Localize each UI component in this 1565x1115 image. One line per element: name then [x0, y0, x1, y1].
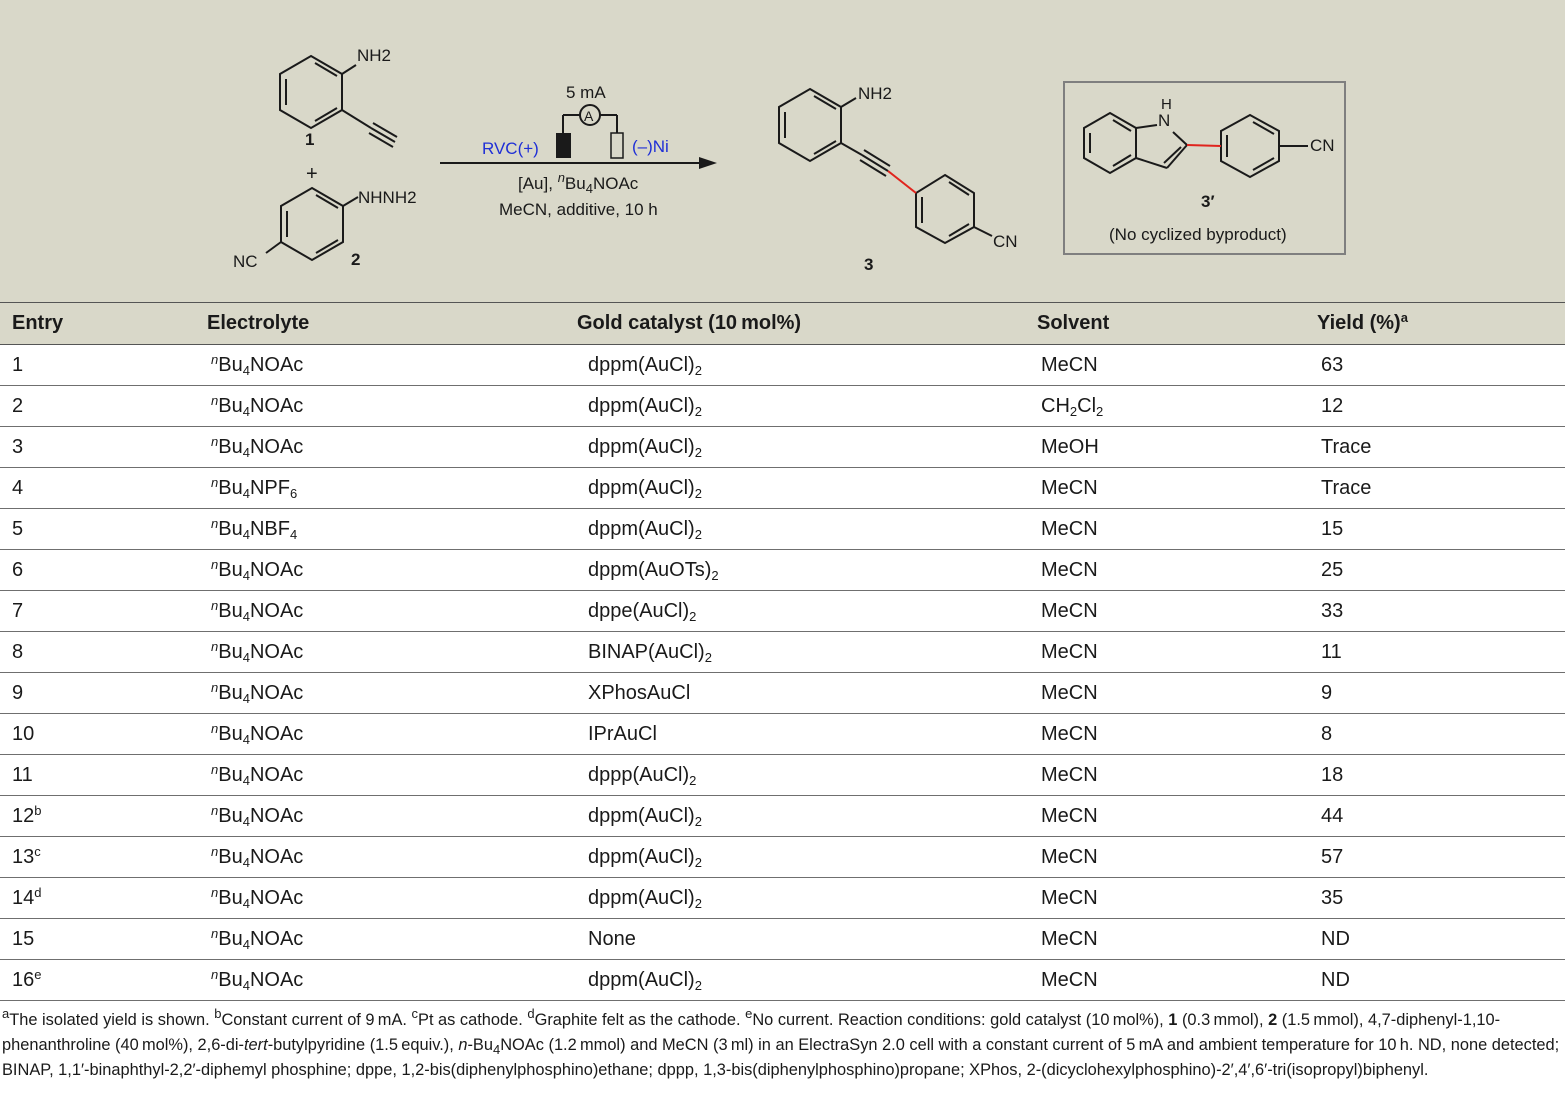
- cell-catalyst: $dppm(AuCl)_2$: [577, 345, 1037, 386]
- product-nh2: NH2: [858, 84, 893, 103]
- plus-sign: +: [306, 163, 318, 185]
- cell-catalyst: $dppm(AuCl)_2$: [577, 878, 1037, 919]
- cell-catalyst: $dppm(AuCl)_2$: [577, 468, 1037, 509]
- cell-entry: 9: [0, 673, 207, 714]
- reactant-1-number: 1: [305, 130, 315, 149]
- cell-yield: 44: [1317, 796, 1565, 837]
- cell-yield: 9: [1317, 673, 1565, 714]
- table-row: [0, 427, 1565, 468]
- cell-electrolyte: $^nBu_4NOAc$: [207, 755, 577, 796]
- cell-entry: 14$^d$: [0, 878, 207, 919]
- cell-entry: 13$^c$: [0, 837, 207, 878]
- cell-yield: 8: [1317, 714, 1565, 755]
- product-number: 3: [864, 255, 874, 274]
- table-row: [0, 837, 1565, 878]
- byproduct-number: 3′: [1201, 192, 1215, 211]
- cell-electrolyte: $^nBu_4NOAc$: [207, 673, 577, 714]
- product-3-structure: [779, 89, 992, 243]
- cell-catalyst: None: [577, 919, 1037, 960]
- cell-entry: 5: [0, 509, 207, 550]
- cell-catalyst: $dppp(AuCl)_2$: [577, 755, 1037, 796]
- cell-solvent: MeCN: [1037, 837, 1317, 878]
- cell-solvent: MeCN: [1037, 796, 1317, 837]
- cell-solvent: MeCN: [1037, 591, 1317, 632]
- cell-yield: 25: [1317, 550, 1565, 591]
- reactant-2-number: 2: [351, 250, 361, 269]
- cell-catalyst: $dppm(AuCl)_2$: [577, 509, 1037, 550]
- header-entry: Entry: [0, 303, 207, 345]
- cell-electrolyte: $^nBu_4NPF_6$: [207, 468, 577, 509]
- cell-electrolyte: $^nBu_4NOAc$: [207, 796, 577, 837]
- cell-yield: 12: [1317, 386, 1565, 427]
- cell-electrolyte: $^nBu_4NOAc$: [207, 960, 577, 1001]
- cell-yield: 11: [1317, 632, 1565, 673]
- current-label: 5 mA: [566, 83, 606, 102]
- cell-electrolyte: $^nBu_4NOAc$: [207, 386, 577, 427]
- cell-yield: 35: [1317, 878, 1565, 919]
- table-row: [0, 960, 1565, 1001]
- cell-electrolyte: $^nBu_4NOAc$: [207, 345, 577, 386]
- cell-electrolyte: $^nBu_4NBF_4$: [207, 509, 577, 550]
- cell-solvent: MeCN: [1037, 755, 1317, 796]
- cell-solvent: MeCN: [1037, 714, 1317, 755]
- product-cn: CN: [993, 232, 1018, 251]
- table-row: [0, 755, 1565, 796]
- reactant-2-nhnh2: NHNH2: [358, 188, 417, 207]
- cell-solvent: MeCN: [1037, 673, 1317, 714]
- ammeter-label: A: [584, 108, 594, 124]
- table-row: [0, 919, 1565, 960]
- cell-solvent: MeCN: [1037, 345, 1317, 386]
- byproduct-n: N: [1158, 111, 1171, 130]
- conditions-line-2: MeCN, additive, 10 h: [499, 200, 658, 219]
- cell-yield: 63: [1317, 345, 1565, 386]
- cell-entry: 10: [0, 714, 207, 755]
- cell-solvent: MeCN: [1037, 550, 1317, 591]
- anode-electrode: [556, 133, 571, 158]
- cell-catalyst: $dppm(AuCl)_2$: [577, 386, 1037, 427]
- cell-catalyst: $dppm(AuOTs)_2$: [577, 550, 1037, 591]
- cell-catalyst: $dppm(AuCl)_2$: [577, 837, 1037, 878]
- table-row: [0, 632, 1565, 673]
- cell-entry: 7: [0, 591, 207, 632]
- cell-solvent: MeCN: [1037, 878, 1317, 919]
- cell-yield: Trace: [1317, 468, 1565, 509]
- cell-catalyst: $dppm(AuCl)_2$: [577, 960, 1037, 1001]
- table-row: [0, 550, 1565, 591]
- cell-entry: 11: [0, 755, 207, 796]
- byproduct-h: H: [1161, 96, 1172, 113]
- cell-electrolyte: $^nBu_4NOAc$: [207, 427, 577, 468]
- cell-electrolyte: $^nBu_4NOAc$: [207, 632, 577, 673]
- cell-yield: ND: [1317, 919, 1565, 960]
- cell-solvent: MeCN: [1037, 960, 1317, 1001]
- cell-electrolyte: $^nBu_4NOAc$: [207, 919, 577, 960]
- cell-electrolyte: $^nBu_4NOAc$: [207, 591, 577, 632]
- byproduct-cn: CN: [1310, 136, 1335, 155]
- cell-catalyst: $BINAP(AuCl)_2$: [577, 632, 1037, 673]
- cell-entry: 2: [0, 386, 207, 427]
- cell-entry: 4: [0, 468, 207, 509]
- cell-catalyst: XPhosAuCl: [577, 673, 1037, 714]
- table-row: [0, 714, 1565, 755]
- table-row: [0, 878, 1565, 919]
- reactant-2-cn: NC: [233, 252, 258, 271]
- cell-electrolyte: $^nBu_4NOAc$: [207, 837, 577, 878]
- cell-electrolyte: $^nBu_4NOAc$: [207, 550, 577, 591]
- reaction-scheme: [0, 0, 1565, 302]
- cell-solvent: MeCN: [1037, 919, 1317, 960]
- cell-solvent: $CH_2Cl_2$: [1037, 386, 1317, 427]
- table-row: [0, 468, 1565, 509]
- conditions-line-1: [Au], $^nBu_4NOAc$: [518, 170, 639, 196]
- cell-solvent: MeCN: [1037, 468, 1317, 509]
- cell-yield: 18: [1317, 755, 1565, 796]
- cell-electrolyte: $^nBu_4NOAc$: [207, 714, 577, 755]
- table-row: [0, 673, 1565, 714]
- table-row: [0, 386, 1565, 427]
- table-row: [0, 591, 1565, 632]
- header-yield: Yield (%)$^a$: [1317, 303, 1565, 345]
- new-bond-product: [888, 171, 916, 193]
- cell-entry: 16e: [0, 960, 207, 1001]
- header-solvent: Solvent: [1037, 303, 1317, 345]
- cell-yield: ND: [1317, 960, 1565, 1001]
- table-row: [0, 509, 1565, 550]
- reactant-1-nh2: NH2: [357, 46, 392, 65]
- header-electrolyte: Electrolyte: [207, 303, 577, 345]
- cell-entry: 12$^b$: [0, 796, 207, 837]
- table-row: [0, 345, 1565, 386]
- cell-solvent: MeCN: [1037, 632, 1317, 673]
- cell-electrolyte: $^nBu_4NOAc$: [207, 878, 577, 919]
- cell-catalyst: IPrAuCl: [577, 714, 1037, 755]
- optimization-table: [0, 302, 1565, 1001]
- reactant-2-structure: [266, 188, 358, 260]
- cell-solvent: MeOH: [1037, 427, 1317, 468]
- byproduct-note: (No cyclized byproduct): [1109, 225, 1287, 244]
- cell-yield: Trace: [1317, 427, 1565, 468]
- reactant-1-structure: [280, 56, 397, 147]
- header-catalyst: Gold catalyst (10 mol%): [577, 303, 1037, 345]
- cell-solvent: MeCN: [1037, 509, 1317, 550]
- cell-entry: 1: [0, 345, 207, 386]
- table-footnote: $^a$The isolated yield is shown. $^b$Constant current of 9 mA. $^c$Pt as cathode. $^d$Graphite felt as the cathode. $^e$No current. Reaction conditions: gold catalyst (10 mol%), 1 (0.3 mmol), 2 (1.5 mmol), 4,7-diphenyl-1,10-phenanthroline (40 mol%), 2,6-di-tert-butylpyridine (1.5 equiv.), $n-Bu_4NOAc$ (1.2 mmol) and MeCN (3 ml) in an ElectraSyn 2.0 cell with a constant current of 5 mA and ambient temperature for 10 h. ND, none detected; BINAP, 1,1′-binaphthyl-2,2′-diphemyl phosphine; dppe, 1,2-bis(diphenylphosphino)ethane; dppp, 1,3-bis(diphenylphosphino)propane; XPhos, 2-(dicyclohexylphosphino)-2′,4′,6′-tri(isopropyl)biphenyl.: [2, 1006, 1560, 1079]
- cell-entry: 15: [0, 919, 207, 960]
- cell-entry: 3: [0, 427, 207, 468]
- cathode-label: (–)Ni: [632, 137, 669, 156]
- cell-catalyst: $dppe(AuCl)_2$: [577, 591, 1037, 632]
- cell-catalyst: $dppm(AuCl)_2$: [577, 796, 1037, 837]
- anode-label: RVC(+): [482, 139, 539, 158]
- cell-yield: 57: [1317, 837, 1565, 878]
- cell-entry: 6: [0, 550, 207, 591]
- reaction-arrow-head: [699, 157, 717, 169]
- cell-yield: 15: [1317, 509, 1565, 550]
- cell-entry: 8: [0, 632, 207, 673]
- cell-catalyst: $dppm(AuCl)_2$: [577, 427, 1037, 468]
- table-header-row: [0, 303, 1565, 345]
- cell-yield: 33: [1317, 591, 1565, 632]
- table-row: [0, 796, 1565, 837]
